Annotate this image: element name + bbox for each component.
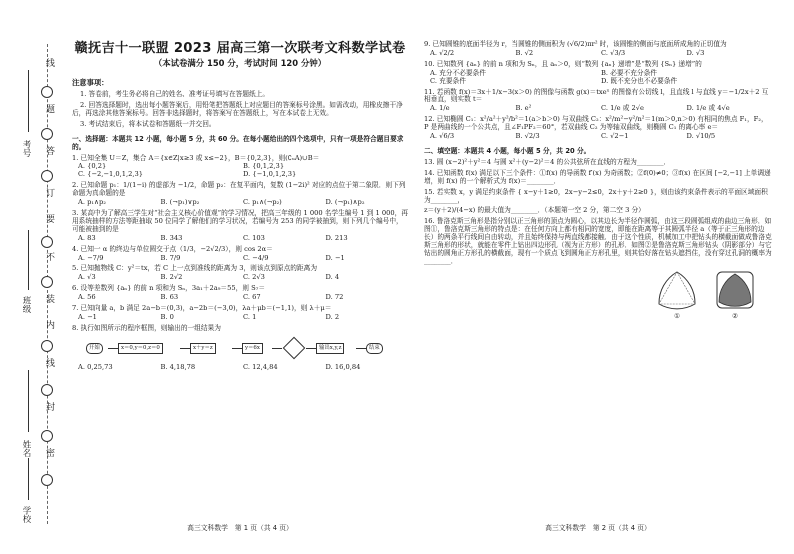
option: A. {0,2} xyxy=(78,162,107,171)
binding-circle xyxy=(41,86,53,98)
page-footer: 高三文科数学 第 1 页（共 4 页） xyxy=(187,524,293,532)
field-school-line[interactable] xyxy=(28,458,29,500)
option: A. √3 xyxy=(78,273,96,282)
notice-item: 1. 答卷前，考生务必将自己的姓名、准考证号填写在答题纸上。 xyxy=(80,90,270,99)
question-15b: z＝(y＋2)/(4−x) 的最大值为________．（本题第一空 2 分，第二空 3 分） xyxy=(424,206,645,215)
question-5 xyxy=(72,265,408,282)
notice-item: 2. 回答选择题时，选出每小题答案后，用铅笔把答题纸上对应题目的答案标号涂黑。如需改动，用橡皮擦干净后，再选涂其他答案标号。回答非选择题时，将答案写在答题纸上，写在本试卷上无效。 xyxy=(72,101,403,117)
binding-label: 答 xyxy=(44,146,54,157)
binding-circle xyxy=(41,236,53,248)
option: D. √3 xyxy=(686,48,705,57)
option: A. 83 xyxy=(78,233,96,242)
option: A. 充分不必要条件 xyxy=(430,68,486,77)
flow-init: x＝0,y＝0,z＝0 xyxy=(118,343,163,354)
option: D. 213 xyxy=(325,233,348,242)
notice-heading: 注意事项： xyxy=(72,78,109,88)
option: C. −4/9 xyxy=(243,253,269,262)
binding-label: 题 xyxy=(44,104,54,115)
figure-2 xyxy=(712,269,758,321)
field-exam-number-label: 考号 xyxy=(21,140,31,157)
figure-label: ① xyxy=(674,312,680,321)
flow-arrow xyxy=(272,348,282,349)
binding-circle xyxy=(41,170,53,182)
flow-start: 开始 xyxy=(86,343,103,354)
flow-arrow xyxy=(232,348,242,349)
option: D. 72 xyxy=(325,293,344,302)
question-text: 9. 已知圆锥的底面半径为 r，当圆锥的侧面积为 (√6/2)πr² 时，该圆锥的侧面与底面所成角的正切值为 xyxy=(424,40,727,48)
question-text: 8. 执行如图所示的程序框图，则输出的一组结果为 xyxy=(72,323,221,332)
figure-1 xyxy=(654,269,700,321)
field-class-label: 班级 xyxy=(21,296,31,313)
exam-subtitle: （本试卷满分 150 分，考试时间 120 分钟） xyxy=(153,57,327,68)
question-7 xyxy=(72,305,408,322)
binding-label: 内 xyxy=(44,320,54,331)
flow-decision xyxy=(283,336,306,359)
option: B. 4,18,78 xyxy=(160,362,196,371)
field-exam-number-line[interactable] xyxy=(28,70,29,132)
binding-circle xyxy=(41,430,53,442)
option: B. 0 xyxy=(160,312,174,321)
page-1 xyxy=(72,0,408,554)
option: D. √10/5 xyxy=(686,132,716,141)
flow-end: 结束 xyxy=(366,343,383,354)
option: C. 充要条件 xyxy=(430,76,466,85)
question-1 xyxy=(72,155,408,180)
question-14: 14. 已知函数 f(x) 满足以下三个条件：①f(x) 的导函数 f′(x) 为奇函数；②f(0)≠0；③f(x) 在区间 [−2,−1] 上单调递增，则 f(x) 的一个解析式为 f(x)＝________． xyxy=(424,168,771,185)
section-heading: 二、填空题：本题共 4 小题，每小题 5 分，共 20 分。 xyxy=(424,146,591,155)
option: C. 67 xyxy=(243,293,261,302)
flow-output: 输出x,y,z xyxy=(316,343,344,354)
option: A. p₁∧p₂ xyxy=(78,198,106,207)
flow-step: y＝6x xyxy=(242,343,263,354)
option: B. 343 xyxy=(160,233,183,242)
option: B. {0,1,2,3} xyxy=(243,162,285,171)
question-text: 11. 若函数 f(x)＝3x＋1/x−3(x＞0) 的图像与函数 g(x)＝txeˣ 的图像有公切线 l，且直线 l 与直线 y＝−1/2x＋2 互相垂直，则实数 t＝ xyxy=(424,87,769,104)
binding-label: 不 xyxy=(44,252,54,263)
option: D. {−1,0,1,2,3} xyxy=(243,170,297,179)
option: B. 63 xyxy=(160,293,179,302)
flow-arrow xyxy=(306,348,316,349)
binding-circle xyxy=(41,276,53,288)
option: B. √2/3 xyxy=(515,132,540,141)
question-8 xyxy=(72,325,408,372)
question-3 xyxy=(72,210,408,243)
option: A. √6/3 xyxy=(430,132,455,141)
option: C. {−2,−1,0,1,2,3} xyxy=(78,170,144,179)
field-name-label: 姓名 xyxy=(21,440,31,457)
option: C. 12,4,84 xyxy=(243,362,278,371)
binding-circle xyxy=(41,128,53,140)
question-text: 1. 已知全集 U＝Z，集合 A＝{x∈Z|x≥3 或 x≤−2}，B＝{0,2,3}，则(∁ᵤA)∪B＝ xyxy=(72,153,320,162)
question-13: 13. 圆 (x−2)²＋y²＝4 与圆 x²＋(y−2)²＝4 的公共弦所在直线的方程为________． xyxy=(424,157,671,166)
flow-arrow xyxy=(180,348,190,349)
page-2 xyxy=(424,0,772,554)
option: D. 1/e 或 4√e xyxy=(686,104,730,113)
option: D. −1 xyxy=(325,253,345,262)
binding-label: 封 xyxy=(44,402,54,413)
binding-label: 密 xyxy=(44,448,54,459)
question-15a: 15. 若实数 x，y 满足约束条件 { x−y＋1≥0，2x−y−2≤0，2x＋y＋2≥0 }，则由该约束条件表示的平面区域面积为________， xyxy=(424,187,768,204)
option: D. 16,0,84 xyxy=(325,362,361,371)
question-text: 4. 已知一 α 的终边与单位圆交于点（1/3，−2√2/3），则 cos 2α＝ xyxy=(72,244,273,253)
field-class-line[interactable] xyxy=(28,230,29,290)
rounded-square-hole-figure xyxy=(712,269,758,311)
question-text: 3. 某高中为了解高三学生对“社会主义核心价值观”的学习情况，把高三年级的 1 000 名学生编号 1 到 1 000，再用系统抽样的方法等距抽取 50 位同学了解他们的学习状况，若编号为 253 的同学被抽到，则下列几个编号中，可能被抽到的是 xyxy=(72,208,409,233)
section-heading: 一、选择题：本题共 12 小题，每小题 5 分，共 60 分。在每小题给出的四个选项中，只有一项是符合题目要求的。 xyxy=(72,134,404,151)
question-9 xyxy=(424,41,772,58)
option: B. √2 xyxy=(515,48,534,57)
question-text: 2. 已知命题 p₁：1/(1−i) 的虚部为 −1/2，命题 p₂：在复平面内，复数 (1−2i)² 对应的点位于第二象限．则下列命题为真命题的是 xyxy=(72,181,406,198)
option: D. (¬p₁)∧p₂ xyxy=(325,198,365,207)
option: C. p₁∧(¬p₂) xyxy=(243,198,282,207)
page-footer: 高三文科数学 第 2 页（共 4 页） xyxy=(545,524,651,532)
option: A. 1/e xyxy=(430,104,450,113)
flow-arrow xyxy=(108,348,118,349)
flowchart xyxy=(72,337,408,363)
option: B. (¬p₁)∨p₂ xyxy=(160,198,200,207)
option: C. √2−1 xyxy=(601,132,629,141)
question-text: 6. 设等差数列 {aₙ} 的前 n 项和为 Sₙ，3a₁＋2a₉＝55，则 S₇＝ xyxy=(72,284,266,293)
binding-label: 线 xyxy=(44,358,54,369)
question-text: 5. 已知抛物线 C：y²＝tx，若 C 上一点到准线的距离为 3，则该点到原点的距离为 xyxy=(72,264,318,273)
option: A. √2/2 xyxy=(430,48,455,57)
question-text: 10. 已知数列 {aₙ} 的前 n 项和为 Sₙ，且 aₙ＞0，则“数列 {aₙ} 递增”是“数列 {Sₙ} 递增”的 xyxy=(424,59,702,68)
flow-arrow xyxy=(356,348,366,349)
option: C. 103 xyxy=(243,233,265,242)
exam-title: 赣抚吉十一联盟 2023 届高三第一次联考文科数学试卷 xyxy=(74,41,406,56)
option: B. e² xyxy=(515,104,532,113)
notice-item: 3. 考试结束后，将本试卷和答题纸一并交回。 xyxy=(80,119,216,128)
binding-circle xyxy=(41,340,53,352)
reuleaux-triangle-figure xyxy=(654,269,700,311)
binding-label: 装 xyxy=(44,294,54,305)
option: C. 1 xyxy=(243,312,257,321)
field-name-line[interactable] xyxy=(28,370,29,432)
option: A. 56 xyxy=(78,293,96,302)
question-6 xyxy=(72,285,408,302)
question-text: 7. 已知向量 a，b 满足 2a−b＝(0,3)，a−2b＝(−3,0)，λa＋μb＝(−1,1)，则 λ＋μ＝ xyxy=(72,304,332,313)
field-school-label: 学校 xyxy=(21,506,31,523)
question-12 xyxy=(424,116,772,141)
figure-label: ② xyxy=(732,312,738,321)
question-16: 16. 鲁洛克斯三角形是指分别以正三角形的顶点为圆心，以其边长为半径作圆弧，由这三段圆弧组成的曲边三角形．如图①，鲁洛克斯三角形的特点是：在任何方向上都有相同的宽度，即能在距离等于其圆弧半径 a（等于正三角形的边长）的两条平行线间自由转动，并且始终保持与两直线都接触．由于这个性质，机械加工中把钻头的横截面做成鲁洛克斯三角形的形状，就能在零件上钻出四边形孔（视为正方形）的孔形．如图②是鲁洛克斯三角形钻头（阴影部分）与它钻出的圆角正方形孔的横截面，现有一个质点飞到圆角正方形孔里，则其恰好落在钻头遮挡住，没有穿过孔洞的概率为________． xyxy=(424,217,772,265)
binding-label: 线 xyxy=(44,58,54,69)
binding-label: 订 xyxy=(44,188,54,199)
option: B. 必要不充分条件 xyxy=(601,68,657,77)
option: C. √3/3 xyxy=(601,48,626,57)
figures xyxy=(424,269,772,321)
option: A. 0,25,73 xyxy=(78,362,113,371)
question-text: 12. 已知椭圆 C₁：x²/a²＋y²/b²＝1(a＞b＞0) 与双曲线 C₂：x²/m²−y²/n²＝1(m＞0,n＞0) 有相同的焦点 F₁，F₂，P 是两曲线的一个公共点，且∠F₁PF₂＝60°，若双曲线 C₂ 为等轴双曲线，则椭圆 C₁ 的离心率 e＝ xyxy=(424,115,768,132)
option: D. 2 xyxy=(325,312,340,321)
question-4 xyxy=(72,246,408,263)
binding-circle xyxy=(41,384,53,396)
option: D. 既不充分也不必要条件 xyxy=(601,76,678,85)
option: B. 7/9 xyxy=(160,253,181,262)
question-11 xyxy=(424,89,772,114)
option: D. 4 xyxy=(325,273,340,282)
binding-circle xyxy=(41,474,53,486)
binding-margin xyxy=(0,0,60,554)
option: C. 1/e 或 2√e xyxy=(601,104,645,113)
option: B. 2√2 xyxy=(160,273,183,282)
flow-step: x＋y＝z xyxy=(190,343,216,354)
binding-label: 要 xyxy=(44,214,54,225)
option: C. 2√3 xyxy=(243,273,265,282)
question-10 xyxy=(424,61,772,86)
option: A. −1 xyxy=(78,312,97,321)
option: A. −7/9 xyxy=(78,253,104,262)
question-2 xyxy=(72,182,408,207)
